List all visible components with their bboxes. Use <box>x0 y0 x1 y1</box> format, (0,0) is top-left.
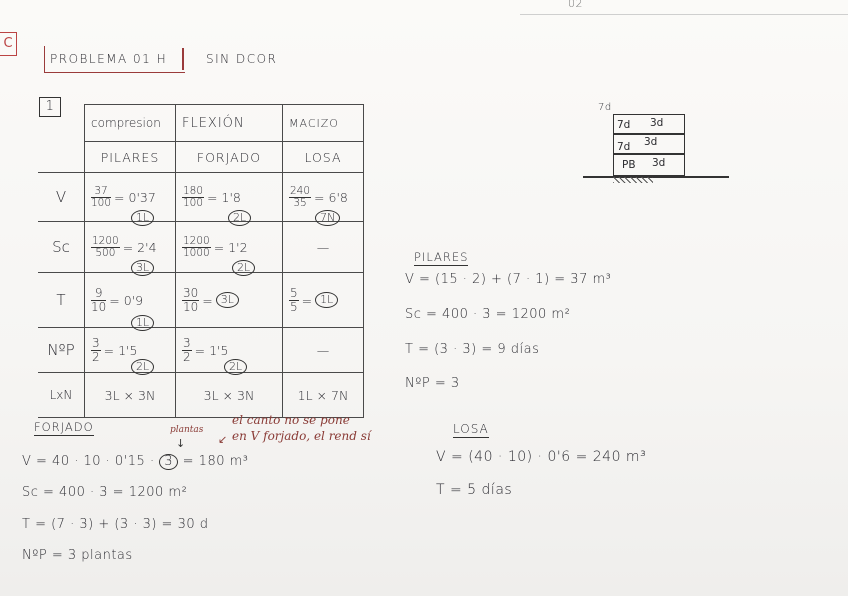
row-label: V <box>38 173 85 222</box>
problem-title: PROBLEMA 01 H <box>50 52 168 66</box>
table-row <box>38 373 364 418</box>
forjado-annotation-line1: el canto no se pone <box>232 413 350 427</box>
workers-badge: 1L <box>131 315 154 331</box>
table-cell: 3L × 3N <box>85 373 176 418</box>
table-cell: $\frac{1200}{500}$ = 2'4 3L <box>85 222 176 273</box>
pilares-plants: NºP = 3 <box>405 376 460 391</box>
workers-badge: 1L <box>315 292 338 308</box>
diagram-ground-line <box>583 176 729 178</box>
workers-badge: 2L <box>232 260 255 276</box>
row-label: LxN <box>38 373 85 418</box>
workers-badge: 2L <box>228 210 251 226</box>
workers-badge: 3L <box>131 260 154 276</box>
forjado-volume: V = 40 · 10 · 0'15 · 3 = 180 m³ <box>22 454 249 469</box>
pilares-surface: Sc = 400 · 3 = 1200 m² <box>405 307 571 322</box>
section-number: 1 <box>39 97 61 117</box>
table-row <box>38 328 364 373</box>
row-label: NºP <box>38 328 85 373</box>
table-cell: $\frac{5}{5}$ = 1L <box>283 273 364 328</box>
element-forjado: FORJADO <box>176 142 283 173</box>
header-macizo: MACIZO <box>283 105 364 142</box>
workers-badge: 3L <box>216 292 239 308</box>
header-compresion: compresion <box>85 105 176 142</box>
diagram-ground-hatch <box>613 177 653 183</box>
pilares-title: PILARES <box>414 250 469 264</box>
workers-badge: 2L <box>224 359 247 375</box>
table-row <box>38 173 364 222</box>
table-cell: $\frac{240}{35}$ = 6'8 7N <box>283 173 364 222</box>
problem-title-divider <box>182 48 184 70</box>
corner-mark: C <box>0 32 17 56</box>
losa-volume: V = (40 · 10) · 0'6 = 240 m³ <box>436 449 647 465</box>
forjado-title: FORJADO <box>34 420 94 434</box>
forjado-surface: Sc = 400 · 3 = 1200 m² <box>22 485 188 500</box>
table-row <box>38 273 364 328</box>
table-cell: $\frac{37}{100}$ = 0'37 1L <box>85 173 176 222</box>
table-cell: $\frac{1200}{1000}$ = 1'2 2L <box>176 222 283 273</box>
summary-table <box>38 104 364 418</box>
table-row <box>38 222 364 273</box>
table-cell: $\frac{3}{2}$ = 1'5 2L <box>176 328 283 373</box>
pilares-volume: V = (15 · 2) + (7 · 1) = 37 m³ <box>405 272 612 287</box>
diagram-floor-2: 7d 3d <box>613 134 685 154</box>
forjado-time: T = (7 · 3) + (3 · 3) = 30 d <box>22 517 209 532</box>
table-cell: — <box>283 328 364 373</box>
table-cell: $\frac{9}{10}$ = 0'9 1L <box>85 273 176 328</box>
table-cell: — <box>283 222 364 273</box>
diagram-floor-3: 7d 3d <box>613 114 685 134</box>
element-pilares: PILARES <box>85 142 176 173</box>
forjado-plants: NºP = 3 plantas <box>22 548 133 563</box>
losa-time: T = 5 días <box>436 482 513 498</box>
pilares-time: T = (3 · 3) = 9 días <box>405 342 540 357</box>
table-cell: $\frac{3}{2}$ = 1'5 2L <box>85 328 176 373</box>
workers-badge: 2L <box>131 359 154 375</box>
table-cell: $\frac{30}{10}$ = 3L <box>176 273 283 328</box>
workers-badge: 7N <box>315 210 340 226</box>
plants-circled: 3 <box>159 454 178 470</box>
header-flexion: FLEXIÓN <box>176 105 283 142</box>
row-label: Sc <box>38 222 85 273</box>
workers-badge: 1L <box>131 210 154 226</box>
diagram-top-label: 7d <box>598 102 612 113</box>
row-label: T <box>38 273 85 328</box>
table-cell: 1L × 7N <box>283 373 364 418</box>
problem-subtitle: SIN DCOR <box>206 52 278 66</box>
table-cell: 3L × 3N <box>176 373 283 418</box>
previous-page-fragment: 02 <box>568 0 583 10</box>
annotation-arrow-icon: ↙ <box>218 433 228 446</box>
losa-title: LOSA <box>453 422 489 436</box>
table-cell: $\frac{180}{100}$ = 1'8 2L <box>176 173 283 222</box>
arrow-down-icon: ↓ <box>176 437 186 450</box>
forjado-annotation-line2: en V forjado, el rend sí <box>232 429 371 443</box>
diagram-floor-pb: PB 3d <box>613 154 685 176</box>
forjado-annotation-small: plantas <box>170 425 204 435</box>
element-losa: LOSA <box>283 142 364 173</box>
